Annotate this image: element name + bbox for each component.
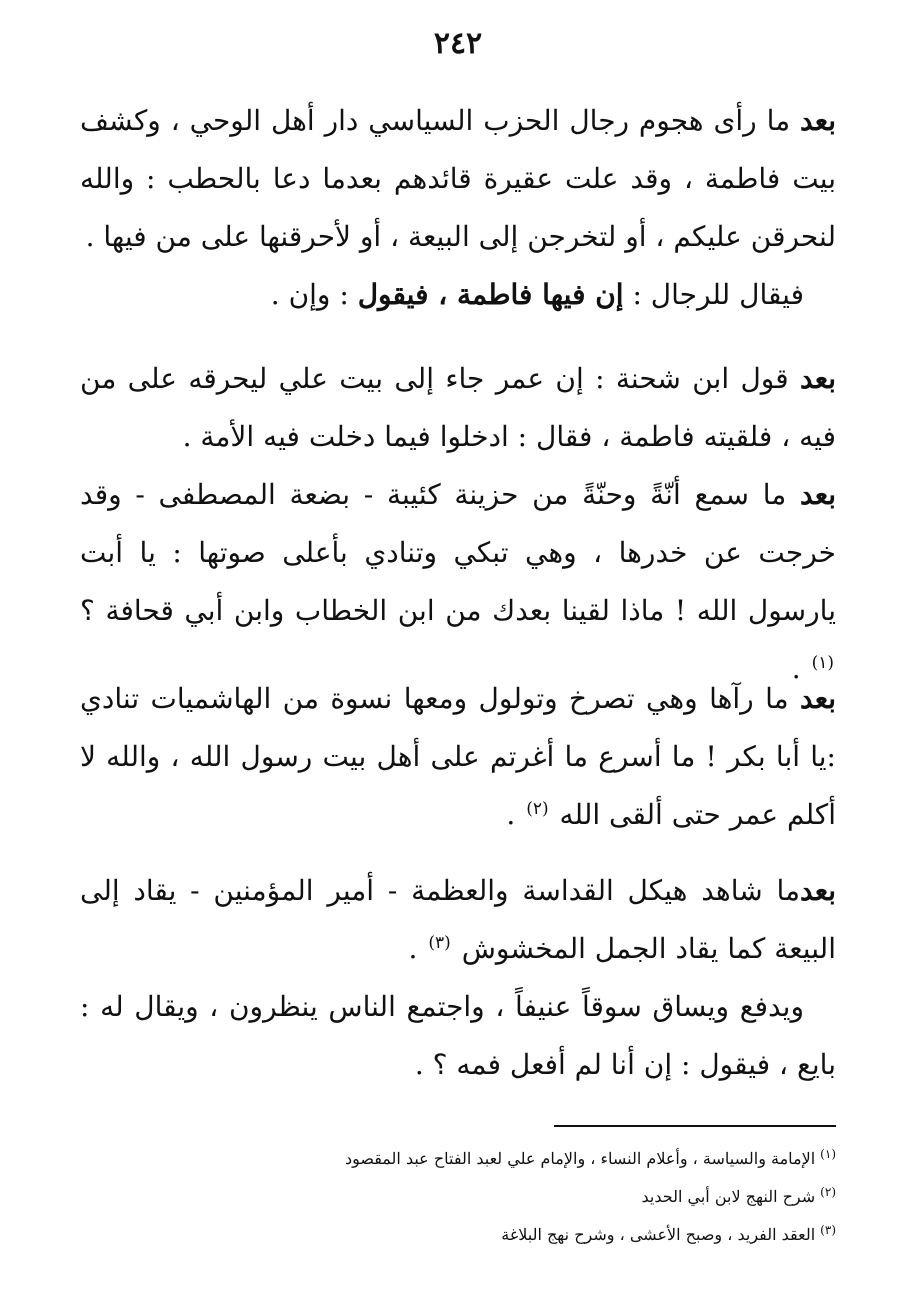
text-block-1	[80, 92, 836, 324]
paragraph-4	[80, 466, 836, 698]
paragraph-text: ويدفع ويساق سوقاً عنيفاً ، واجتمع الناس ينظرون ، ويقال له : بايع ، فيقول : إن أنا لم أفعل فمه ؟ .	[80, 990, 836, 1081]
lead-word: بعد	[800, 682, 837, 715]
paragraph-text: ما رآها وهي تصرخ وتولول ومعها نسوة من الهاشميات تنادي :يا أبا بكر ! ما أسرع ما أغرتم على أهل بيت رسول الله ، والله لا أكلم عمر حتى ألقى الله	[80, 682, 836, 831]
paragraph-7	[80, 978, 836, 1094]
footnote-divider	[554, 1125, 836, 1127]
footnote-3	[80, 1216, 836, 1254]
paragraph-text: ما شاهد هيكل القداسة والعظمة - أمير المؤمنين - يقاد إلى البيعة كما يقاد الجمل المخشوش	[80, 874, 836, 965]
footnote-text: العقد الفريد ، وصبح الأعشى ، وشرح نهج البلاغة	[501, 1225, 816, 1244]
lead-word: بعد	[800, 874, 836, 907]
paragraph-text: قول ابن شحنة : إن عمر جاء إلى بيت علي ليحرقه على من فيه ، فلقيته فاطمة ، فقال : ادخلوا فيما دخلت فيه الأمة .	[80, 362, 836, 453]
footnote-2	[80, 1178, 836, 1216]
paragraph-2	[80, 266, 836, 324]
paragraph-text: ما رأى هجوم رجال الحزب السياسي دار أهل الوحي ، وكشف بيت فاطمة ، وقد علت عقيرة قائدهم بعدما دعا بالحطب : والله لنحرقن عليكم ، أو لتخرجن إلى البيعة ، أو لأحرقنها على من فيها .	[80, 104, 836, 253]
footnote-number: (٣)	[820, 1222, 836, 1237]
paragraph-text: ما سمع أنّةً وحنّةً من حزينة كئيبة - بضعة المصطفى - وقد خرجت عن خدرها ، وهي تبكي وتنادي بأعلى صوتها : يا أبت يارسول الله ! ماذا لقينا بعدك من ابن الخطاب وابن أبي قحافة ؟	[80, 478, 836, 627]
footnote-number: (١)	[820, 1146, 836, 1161]
lead-word: بعد	[800, 104, 836, 137]
page-number: ٢٤٢	[433, 26, 483, 61]
footnote-text: شرح النهج لابن أبي الحديد	[641, 1187, 816, 1206]
paragraph-end: .	[791, 652, 810, 685]
text-block-3	[80, 670, 836, 844]
paragraph-3	[80, 350, 836, 466]
footnote-ref-2[interactable]: (٢)	[526, 798, 549, 819]
lead-word: بعد	[800, 478, 836, 511]
paragraph-5	[80, 670, 836, 844]
paragraph-end: .	[506, 798, 525, 831]
footnote-1	[80, 1140, 836, 1178]
paragraph-1	[80, 92, 836, 266]
paragraph-6	[80, 862, 836, 978]
paragraph-text: : وإن .	[270, 278, 358, 311]
footnote-ref-3[interactable]: (٣)	[428, 932, 451, 953]
paragraph-end: .	[408, 932, 427, 965]
bold-phrase: إن فيها فاطمة ، فيقول	[357, 278, 624, 311]
text-block-2	[80, 350, 836, 698]
footnotes	[80, 1140, 836, 1254]
lead-word: بعد	[800, 362, 837, 395]
footnote-number: (٢)	[820, 1184, 836, 1199]
footnote-text: الإمامة والسياسة ، وأعلام النساء ، والإمام علي لعبد الفتاح عبد المقصود	[344, 1149, 816, 1168]
paragraph-text: فيقال للرجال :	[623, 278, 804, 311]
text-block-4	[80, 862, 836, 1094]
footnote-ref-1[interactable]: (١)	[811, 652, 834, 673]
